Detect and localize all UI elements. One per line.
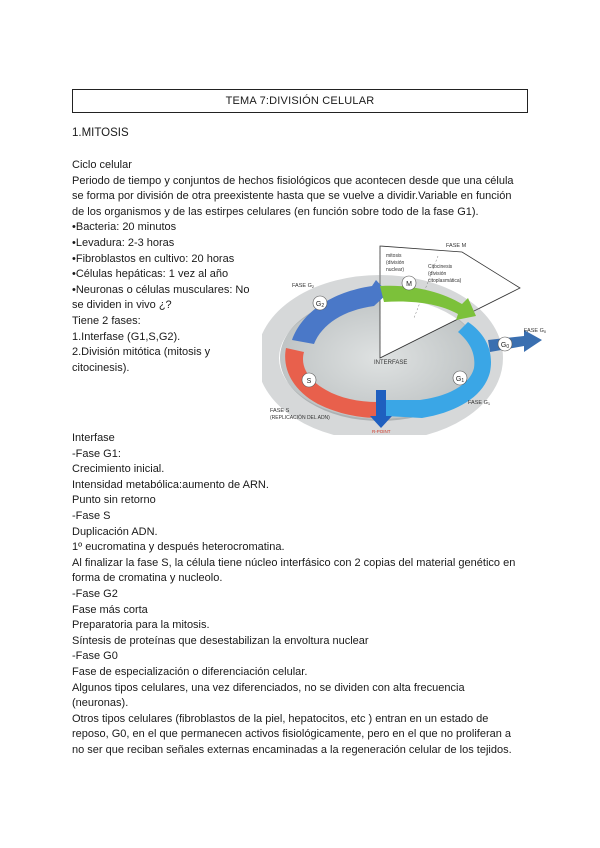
- cell-cycle-diagram: [262, 240, 552, 435]
- s-label: S: [306, 378, 312, 385]
- fase-m-label: FASE M: [446, 243, 467, 249]
- body-line: -Fase G1:: [72, 447, 121, 460]
- fase-s-label-1: FASE S: [270, 408, 290, 414]
- paragraph-line: reposo, G0, en el que permanecen activos fisiológicamente, pero en el que no proliferan a: [72, 728, 512, 741]
- bullet-item-continuation: se dividen in vivo ¿?: [72, 299, 172, 312]
- body-line: Punto sin retorno: [72, 494, 156, 507]
- paragraph-line: (neuronas).: [72, 697, 129, 710]
- body-line: Síntesis de proteínas que desestabilizan la envoltura nuclear: [72, 634, 369, 647]
- fase-s-label-2: (REPLICACIÓN DEL ADN): [270, 415, 330, 421]
- fase-g0-label: FASE G0: [524, 328, 547, 334]
- phase-item: 1.Interfase (G1,S,G2).: [72, 330, 181, 343]
- paragraph-line: Otros tipos celulares (fibroblastos de la piel, hepatocitos, etc ) entran en un estado de: [72, 712, 489, 725]
- body-line: 1º eucromatina y después heterocromatina.: [72, 541, 285, 554]
- page-title: TEMA 7:DIVISIÓN CELULAR: [72, 89, 528, 113]
- mitosis-label-3: nuclear): [386, 267, 405, 273]
- bullet-item: •Bacteria: 20 minutos: [72, 221, 177, 234]
- paragraph-line: no ser que reciban señales externas encaminadas a la regeneración celular de los tejidos.: [72, 744, 512, 756]
- body-line: Fase de especialización o diferenciación celular.: [72, 666, 308, 678]
- bullet-item: •Fibroblastos en cultivo: 20 horas: [72, 252, 235, 265]
- paragraph-line: Al finalizar la fase S, la célula tiene núcleo interfásico con 2 copias del material genético en: [72, 556, 516, 569]
- subheading-ciclo-celular: Ciclo celular: [72, 159, 132, 171]
- body-line: -Fase G2: [72, 588, 118, 600]
- paragraph-line: de los organismos y de las estirpes celulares (en función sobre todo de la fase G1).: [72, 205, 479, 218]
- mitosis-label-1: mitosis: [386, 253, 402, 259]
- mitosis-label-2: (división: [386, 260, 405, 266]
- paragraph-line: Periodo de tiempo y conjuntos de hechos fisiológicos que acontecen desde que una célula: [72, 174, 514, 187]
- paragraph-line: Algunos tipos celulares, una vez diferenciados, no se dividen con alta frecuencia: [72, 681, 465, 694]
- body-line: -Fase S: [72, 510, 111, 522]
- body-line: Fase más corta: [72, 603, 148, 616]
- body-line: Intensidad metabólica:aumento de ARN.: [72, 478, 269, 491]
- body-line: Interfase: [72, 432, 115, 444]
- fase-g2-label: FASE G2: [292, 283, 315, 289]
- paragraph-line: forma de cromatina y nucleolo.: [72, 572, 223, 585]
- phase-item-continuation: citocinesis).: [72, 361, 130, 374]
- body-line: Duplicación ADN.: [72, 525, 158, 538]
- phase-item: 2.División mitótica (mitosis y: [72, 346, 211, 359]
- m-label: M: [406, 281, 412, 288]
- section-heading: 1.MITOSIS: [72, 127, 129, 139]
- cyto-label-1: Citocinesis: [428, 264, 453, 270]
- bullet-item: •Neuronas o células musculares: No: [72, 283, 250, 296]
- cyto-label-2: (división: [428, 271, 447, 277]
- body-line: -Fase G0: [72, 650, 118, 663]
- interfase-label: INTERFASE: [374, 360, 408, 366]
- fase-g1-label: FASE G1: [468, 400, 491, 406]
- phases-intro: Tiene 2 fases:: [72, 315, 141, 327]
- body-line: Preparatoria para la mitosis.: [72, 619, 210, 632]
- body-line: Crecimiento inicial.: [72, 463, 165, 476]
- bullet-item: •Levadura: 2-3 horas: [72, 237, 175, 249]
- cyto-label-3: citoplasmática): [428, 278, 462, 284]
- g1-label: G1: [455, 376, 465, 384]
- restriction-point-label: R-POINT: [372, 429, 391, 434]
- bullet-item: •Células hepáticas: 1 vez al año: [72, 268, 229, 281]
- paragraph-line: se forma por división de otra preexistente hasta que se vuelve a dividir.Variable en función: [72, 190, 512, 203]
- g2-label: G2: [315, 301, 325, 309]
- g0-label: G0: [500, 342, 510, 350]
